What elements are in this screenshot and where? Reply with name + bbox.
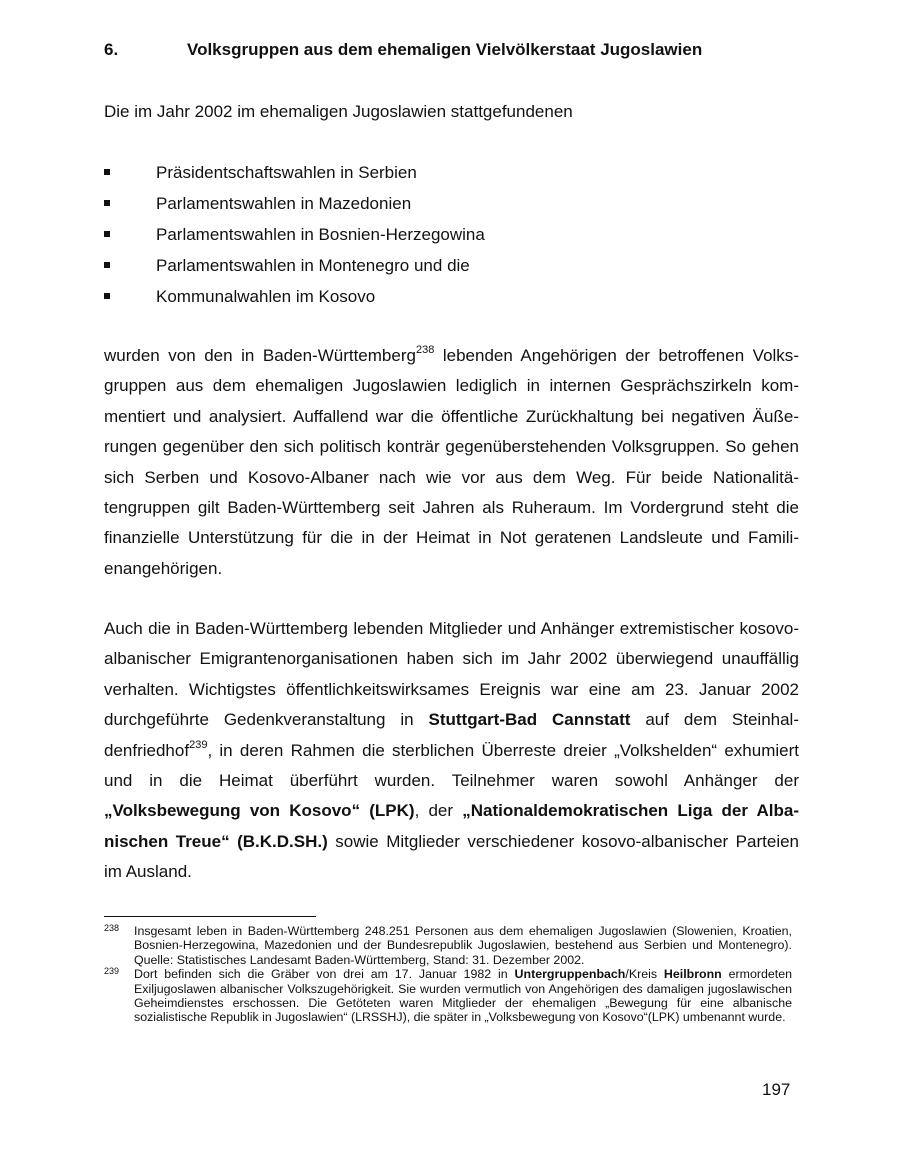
footnotes xyxy=(104,924,792,1025)
footnote-divider xyxy=(104,916,316,917)
footnote-number: 239 xyxy=(104,966,120,977)
organization-lpk: „Volksbewegung von Kosovo“ (LPK) xyxy=(104,801,415,821)
paragraph-2: Auch die in Baden-Württemberg lebenden Mitglieder und Anhänger extremistischer kosovo-albanischer Emigrantenorganisationen haben sich im Jahr 2002 überwiegend unauffällig verhalten. Wichtigstes öffentlichkeitswirksames Ereignis war eine am 23. Januar 2002 durchgeführte Gedenkveranstaltung in Stuttgart-Bad Cannstatt auf dem Steinhaldenfriedhof$^{239}$, in deren Rahmen die sterblichen Überreste dreier „Volkshelden“ exhumiert und in die Heimat überführt wurden. Teilnehmer waren sowohl Anhänger der „Volksbewegung von Kosovo“ (LPK), der „Nationaldemokratischen Liga der Albanischen Treue“ (B.K.D.SH.) sowie Mitglieder verschiedener kosovo-albanischer Parteien im Ausland. xyxy=(104,619,800,882)
bullet-square-icon xyxy=(104,262,110,268)
bullet-square-icon xyxy=(104,169,110,175)
list-item: Parlamentswahlen in Mazedonien xyxy=(104,193,485,224)
footnote-number: 238 xyxy=(104,923,120,933)
list-item: Kommunalwahlen im Kosovo xyxy=(104,286,485,317)
bullet-square-icon xyxy=(104,293,110,299)
list-item: Parlamentswahlen in Bosnien-Herzegowina xyxy=(104,224,485,255)
footnote-239: 239 Dort befinden sich die Gräber von drei am 17. Januar 1982 in Untergruppenbach/Kreis Heilbronn ermordeten Exiljugoslawen albanischer Volkszugehörigkeit. Sie wurden vermutlich von Angehörigen des damaligen jugoslawischen Geheimdienstes erschossen. Die Getöteten waren Mitglieder der ehemaligen „Bewegung für eine albanische sozialistische Republik in Jugoslawien“ (LRSSHJ), die später in „Volksbewegung von Kosovo“(LPK) umbenannt wurde. xyxy=(104,966,792,1025)
section-heading xyxy=(104,40,702,60)
footnote-ref-239[interactable]: 239 xyxy=(189,738,208,751)
bullet-square-icon xyxy=(104,200,110,206)
footnote-ref-238[interactable]: 238 xyxy=(415,344,435,357)
section-title: Volksgruppen aus dem ehemaligen Vielvölkerstaat Jugoslawien xyxy=(187,40,703,59)
footnote-238: 238 Insgesamt leben in Baden-Württemberg 248.251 Personen aus dem ehemaligen Jugoslawien (Slowenien, Kroatien, Bosnien-Herzegowina, Mazedonien und der Bundesrepublik Jugoslawien, bestehend aus Serbien und Montenegro). Quelle: Statistisches Landesamt Baden-Württemberg, Stand: 31. Dezember 2002. xyxy=(104,923,792,967)
section-number: 6. xyxy=(104,40,119,59)
organization-bkdsh: „Nationaldemokratischen Liga der Albanischen Treue“ (B.K.D.SH.) xyxy=(104,801,799,851)
intro-sentence: Die im Jahr 2002 im ehemaligen Jugoslawien stattgefundenen xyxy=(104,102,573,121)
paragraph-1: wurden von den in Baden-Württemberg$^{238}$ lebenden Angehörigen der betroffenen Volksgruppen aus dem ehemaligen Jugoslawien lediglich in internen Gesprächszirkeln kommentiert und analysiert. Auffallend war die öffentliche Zurückhaltung bei negativen Äußerungen gegenüber den sich politisch konträr gegenüberstehenden Volksgruppen. So gehen sich Serben und Kosovo-Albaner nach wie vor aus dem Weg. Für beide Nationalitätengruppen gilt Baden-Württemberg seit Jahren als Ruheraum. Im Vordergrund steht die finanzielle Unterstützung für die in der Heimat in Not geratenen Landsleute und Familienangehörigen. xyxy=(104,344,799,578)
list-item: Parlamentswahlen in Montenegro und die xyxy=(104,255,485,286)
election-list xyxy=(104,162,485,317)
bullet-square-icon xyxy=(104,231,110,237)
location-bold: Stuttgart-Bad Cannstatt xyxy=(428,710,631,730)
page-number: 197 xyxy=(762,1080,791,1099)
list-item: Präsidentschaftswahlen in Serbien xyxy=(104,162,485,193)
